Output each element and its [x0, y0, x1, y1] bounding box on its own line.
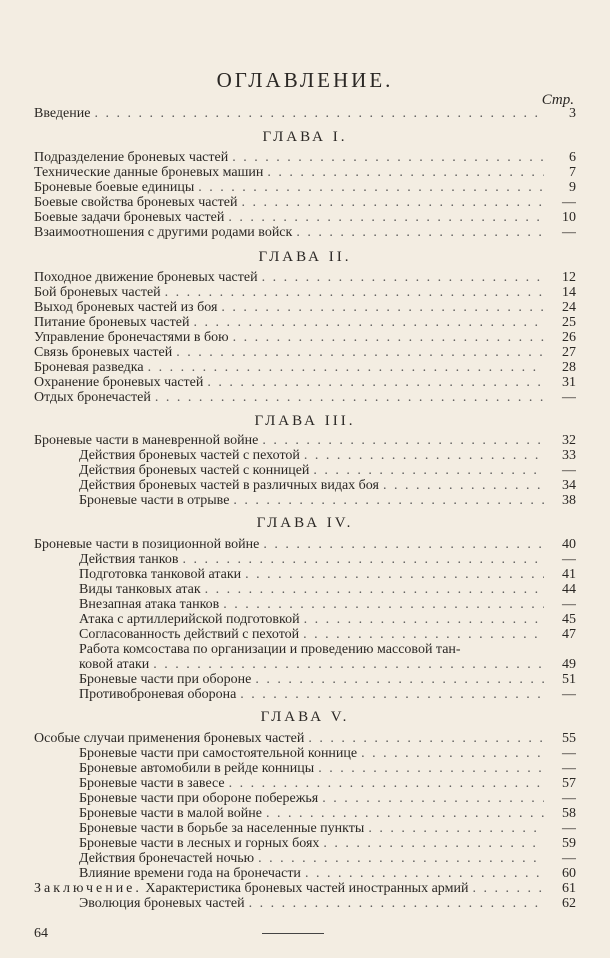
toc-entry: Действия броневых частей в различных видах боя . . . 34 [79, 478, 576, 494]
toc-entry: Действия танков . . . — [79, 552, 576, 568]
toc-entry: Влияние времени года на бронечасти . . . 60 [79, 866, 576, 882]
toc-entry: Охранение броневых частей . . . 31 [34, 375, 576, 391]
toc-entry: Броневые части в позиционной войне . . . 40 [34, 537, 576, 553]
toc-entry: Управление бронечастями в бою . . . 26 [34, 330, 576, 346]
toc-entry: Согласованность действий с пехотой . . . 47 [79, 627, 576, 643]
toc-entry: Броневые автомобили в рейде конницы . . . — [79, 761, 576, 777]
toc-entry-text: Работа комсостава по организации и проведению массовой тан- [79, 642, 461, 657]
toc-entry: Броневые боевые единицы . . . 9 [34, 180, 576, 196]
toc-entry: Технические данные броневых машин . . . 7 [34, 165, 576, 181]
toc-entry: Броневые части при обороне . . . 51 [79, 672, 576, 688]
toc-entry: Броневые части в маневренной войне . . . 32 [34, 433, 576, 449]
page-column-label: Стр. [541, 92, 574, 108]
toc-entry: Броневые части при самостоятельной коннице . . . — [79, 746, 576, 762]
toc-entry: Особые случаи применения броневых частей . . . 55 [34, 731, 576, 747]
toc-entry: Виды танковых атак . . . 44 [79, 582, 576, 598]
toc-entry: Броневые части в завесе . . . 57 [79, 776, 576, 792]
toc-entry: Боевые свойства броневых частей . . . — [34, 195, 576, 211]
chapter-heading: ГЛАВА III. [254, 413, 356, 429]
page-number: 64 [34, 926, 48, 941]
toc-entry: Действия броневых частей с конницей . . . — [79, 463, 576, 479]
toc-entry: Бой броневых частей . . . 14 [34, 285, 576, 301]
toc-entry: Броневые части в лесных и горных боях . . . 59 [79, 836, 576, 852]
toc-entry: Эволюция броневых частей . . . 62 [79, 896, 576, 912]
toc-entry: Взаимоотношения с другими родами войск . . . — [34, 225, 576, 241]
chapter-heading: ГЛАВА V. [260, 709, 350, 725]
toc-entry: Выход броневых частей из боя . . . 24 [34, 300, 576, 316]
chapter-heading: ГЛАВА II. [258, 249, 352, 265]
toc-entry: Питание броневых частей . . . 25 [34, 315, 576, 331]
toc-entry: Боевые задачи броневых частей . . . 10 [34, 210, 576, 226]
toc-entry: Походное движение броневых частей . . . 12 [34, 270, 576, 286]
toc-entry: Броневые части в отрыве . . . 38 [79, 493, 576, 509]
toc-entry: ковой атаки . . . 49 [79, 657, 576, 673]
toc-entry: Действия броневых частей с пехотой . . . 33 [79, 448, 576, 464]
toc-entry: Противоброневая оборона . . . — [79, 687, 576, 703]
toc-entry: Действия бронечастей ночью . . . — [79, 851, 576, 867]
toc-entry: Отдых бронечастей . . . — [34, 390, 576, 406]
toc-entry: Броневые части в малой войне . . . 58 [79, 806, 576, 822]
toc-entry: Подразделение броневых частей . . . 6 [34, 150, 576, 166]
toc-entry: Броневые части в борьбе за населенные пункты . . . — [79, 821, 576, 837]
toc-entry: Броневая разведка . . . 28 [34, 360, 576, 376]
chapter-heading: ГЛАВА IV. [256, 515, 354, 531]
toc-entry: Броневые части при обороне побережья . . . — [79, 791, 576, 807]
footer-rule [262, 933, 324, 934]
toc-entry: Атака с артиллерийской подготовкой . . . 45 [79, 612, 576, 628]
chapter-heading: ГЛАВА I. [262, 129, 348, 145]
toc-entry: Связь броневых частей . . . 27 [34, 345, 576, 361]
toc-entry: Внезапная атака танков . . . — [79, 597, 576, 613]
toc-entry-conclusion: Заключение. Характеристика броневых частей иностранных армий . . . 61 [34, 881, 576, 897]
toc-entry: Введение . . . 3 [34, 106, 576, 122]
page-title: ОГЛАВЛЕНИЕ. [216, 68, 394, 92]
toc-entry: Подготовка танковой атаки . . . 41 [79, 567, 576, 583]
